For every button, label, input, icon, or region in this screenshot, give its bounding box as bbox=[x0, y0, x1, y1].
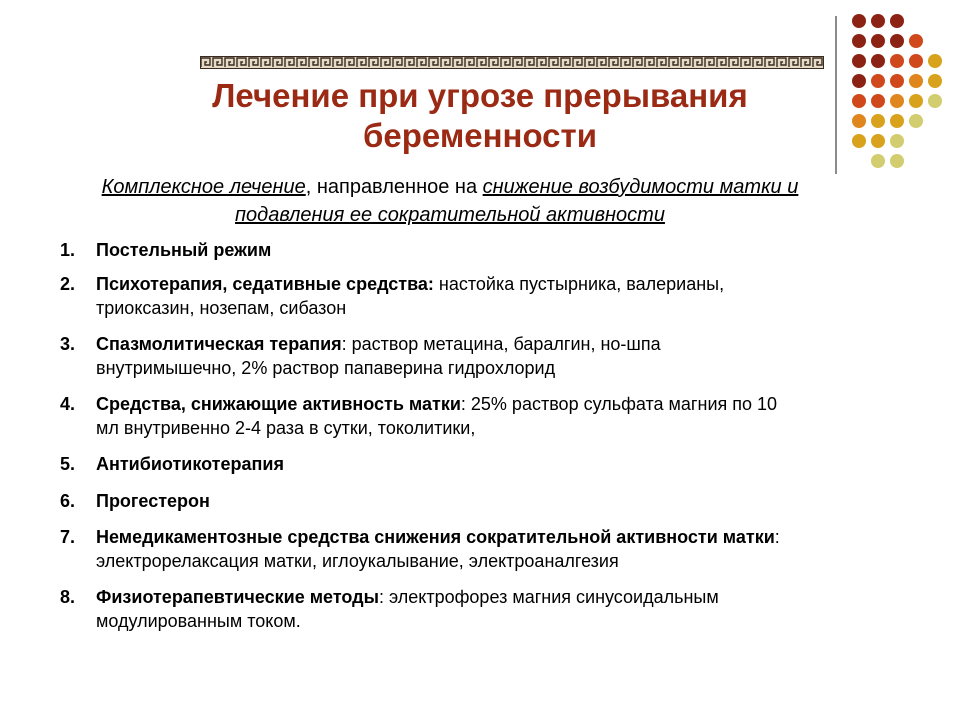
dot bbox=[871, 114, 885, 128]
vertical-divider bbox=[835, 16, 837, 174]
item-number: 8. bbox=[60, 587, 76, 607]
item-heading: Прогестерон bbox=[96, 491, 210, 511]
item-number: 2. bbox=[60, 274, 76, 294]
dot bbox=[852, 114, 866, 128]
item-text: : раствор метацина, баралгин, но-шпа внутримышечно, 2% раствор папаверина гидрохлорид bbox=[96, 334, 661, 378]
item-number: 5. bbox=[60, 454, 76, 474]
dot bbox=[852, 54, 866, 68]
dot bbox=[852, 94, 866, 108]
list-item bbox=[60, 392, 790, 440]
treatment-list bbox=[60, 238, 790, 633]
dot bbox=[871, 74, 885, 88]
intro-emphasis-1: Комплексное лечение bbox=[101, 176, 306, 198]
dot bbox=[890, 14, 904, 28]
list-item bbox=[60, 272, 790, 320]
dot bbox=[871, 54, 885, 68]
item-text: : электрофорез магния синусоидальным модулированным током. bbox=[96, 587, 719, 631]
item-heading: Физиотерапевтические методы bbox=[96, 587, 379, 607]
dot bbox=[852, 134, 866, 148]
list-item bbox=[60, 525, 790, 573]
greek-key-border bbox=[200, 56, 824, 69]
dot bbox=[909, 54, 923, 68]
item-heading: Антибиотикотерапия bbox=[96, 454, 284, 474]
dot bbox=[890, 74, 904, 88]
item-text: настойка пустырника, валерианы, триоксазин, нозепам, сибазон bbox=[96, 274, 725, 318]
dot bbox=[871, 34, 885, 48]
dot bbox=[871, 14, 885, 28]
dot bbox=[890, 94, 904, 108]
dot bbox=[871, 94, 885, 108]
intro-emphasis-2: снижение возбудимости матки и подавления ее сократительной активности bbox=[235, 176, 799, 226]
list-item bbox=[60, 332, 790, 380]
dot bbox=[890, 114, 904, 128]
item-heading: Средства, снижающие активность матки bbox=[96, 394, 461, 414]
item-heading: Немедикаментозные средства снижения сократительной активности матки bbox=[96, 527, 775, 547]
dot bbox=[909, 74, 923, 88]
dot bbox=[852, 14, 866, 28]
item-text: : 25% раствор сульфата магния по 10 мл внутривенно 2-4 раза в сутки, токолитики, bbox=[96, 394, 778, 438]
dot bbox=[871, 154, 885, 168]
item-number: 1. bbox=[60, 240, 76, 260]
dot bbox=[890, 154, 904, 168]
item-number: 4. bbox=[60, 394, 76, 414]
list-item bbox=[60, 585, 790, 633]
dot bbox=[909, 114, 923, 128]
item-text: : электрорелаксация матки, иглоукалывание, электроаналгезия bbox=[96, 527, 780, 571]
dot bbox=[928, 54, 942, 68]
dot bbox=[909, 94, 923, 108]
dot bbox=[890, 134, 904, 148]
dot bbox=[890, 34, 904, 48]
item-number: 3. bbox=[60, 334, 76, 354]
intro-connector: , направленное на bbox=[305, 176, 483, 198]
list-item bbox=[60, 238, 790, 262]
item-heading: Постельный режим bbox=[96, 240, 272, 260]
dot bbox=[852, 34, 866, 48]
decorative-dots bbox=[850, 14, 950, 159]
dot bbox=[871, 134, 885, 148]
dot bbox=[928, 74, 942, 88]
item-heading: Психотерапия, седативные средства: bbox=[96, 274, 434, 294]
dot bbox=[928, 94, 942, 108]
item-number: 6. bbox=[60, 491, 76, 511]
item-heading: Спазмолитическая терапия bbox=[96, 334, 342, 354]
dot bbox=[909, 34, 923, 48]
page-title: Лечение при угрозе прерывания беременности bbox=[212, 77, 748, 154]
list-item bbox=[60, 489, 790, 513]
dot bbox=[890, 54, 904, 68]
dot bbox=[852, 74, 866, 88]
item-number: 7. bbox=[60, 527, 76, 547]
list-item bbox=[60, 452, 790, 476]
intro-text bbox=[60, 173, 840, 229]
